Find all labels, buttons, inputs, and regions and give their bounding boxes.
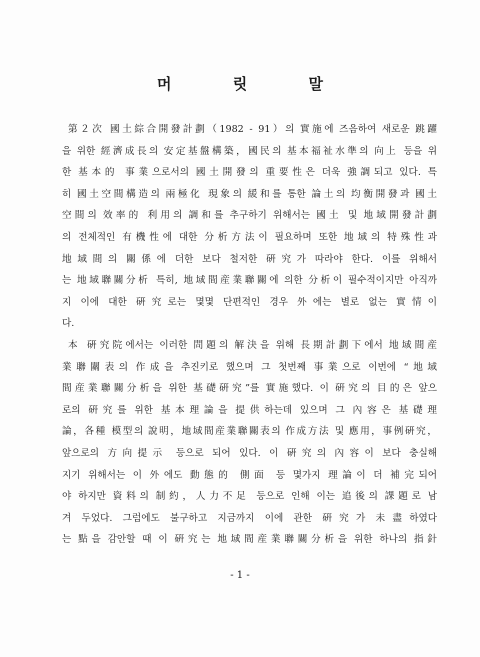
text-line: 을 위한 經濟成長의 安定基盤構築，國民의 基本福祉水準의 向上 등을 위: [62, 145, 437, 157]
text-line: 야 하지만 資料의 制約，人力不足 등으로 인해 이는 追後의 課題로 남: [62, 491, 437, 503]
text-line: 의 전체적인 有機性에 대한 分析方法이 필요하며 또한 地域의 特殊性과: [62, 231, 437, 243]
text-line: 앞으로의 方向提示 등으로 되어 있다. 이 硏究의 內容이 보다 충실해: [62, 447, 437, 459]
text-line: 지 이에 대한 硏究로는 몇몇 단편적인 경우 外에는 별로 없는 實情이: [62, 296, 437, 308]
text-line: 論，各種 模型의 說明，地域間産業聯關表의 作成方法 및 應用，事例硏究，: [62, 426, 437, 438]
text-line: 지기 위해서는 이 外에도 動態的 側面 등 몇가지 理論이 더 補完되어: [62, 469, 437, 481]
text-line: 한 基本的 事業으로서의 國土開發의 重要性은 더욱 強調되고 있다. 특: [62, 167, 437, 179]
text-line: 는 地域聯關分析 특히, 地域間産業聯關에 의한 分析이 필수적이지만 아직까: [62, 275, 437, 287]
text-line: 本 硏究院에서는 이러한 問題의 解決을 위해 長期計劃下에서 地域間産: [68, 339, 437, 351]
text-line: 間産業聯關分析을 위한 基礎硏究”를 實施했다. 이 硏究의 目的은 앞으: [62, 383, 437, 395]
text-line: 地域間의 關係에 더한 보다 철저한 硏究가 따라야 한다. 이를 위해서: [62, 253, 437, 265]
text-line: 로의 硏究를 위한 基本理論을 提供하는데 있으며 그 內容은 基礎理: [62, 404, 437, 416]
text-line: 겨 두었다. 그럼에도 불구하고 지금까지 이에 관한 硏究가 未盡하였다: [62, 512, 437, 524]
text-line: 業聯關表의 作成을 추진키로 했으며 그 첫번째 事業으로 이번에 “地域: [62, 361, 437, 373]
page-title: 머 릿 말: [157, 75, 351, 93]
text-line: 第２次 國土綜合開發計劃（1982 - 91）의 實施에 즈음하여 새로운 跳躍: [68, 124, 437, 135]
body-text: [62, 119, 437, 551]
text-line: 히 國土空間構造의 兩極化 現象의 緩和를 통한 論土의 均衡開發과 國土: [62, 188, 437, 200]
paragraph-1: [62, 119, 437, 335]
text-line: 는 點을 감안할 때 이 硏究는 地域間産業聯關分析을 위한 하나의 指針: [62, 534, 437, 546]
page-number: - 1 -: [230, 570, 250, 581]
text-line: 空間의 效率的 利用의 調和를 추구하기 위해서는 國土 및 地域開發計劃: [62, 210, 437, 222]
paragraph-2: [62, 335, 437, 551]
text-line: 다.: [62, 318, 75, 330]
